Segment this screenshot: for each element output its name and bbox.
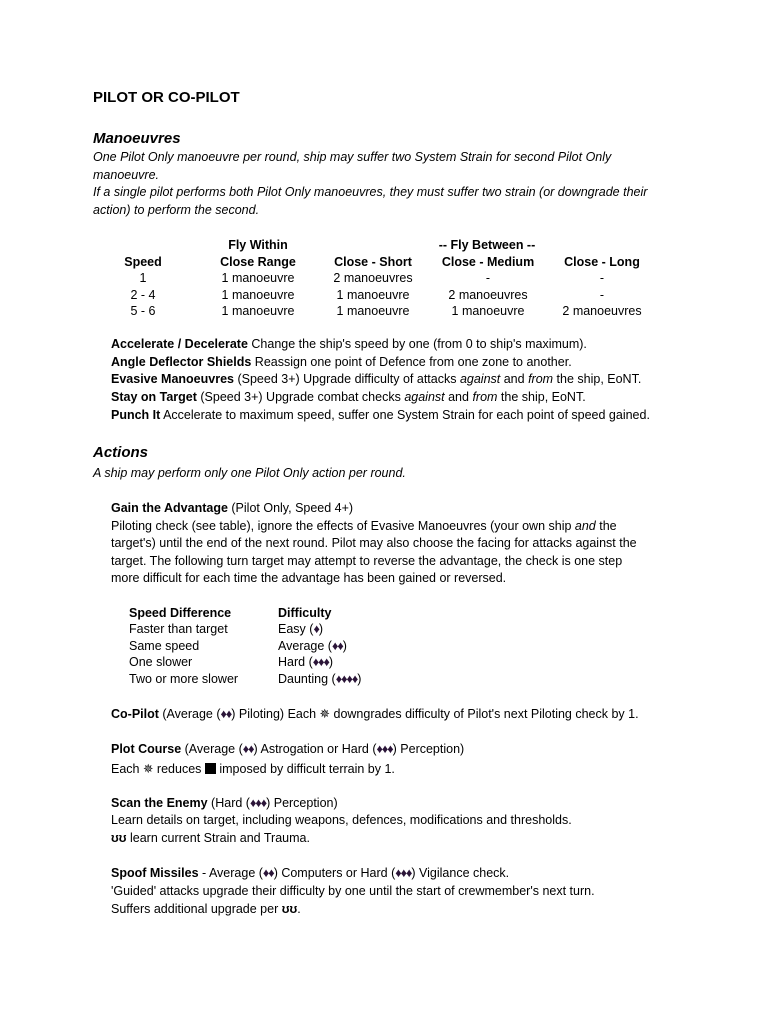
manoeuvre-stay-on-target	[111, 389, 586, 407]
difficulty-dice-icon: ♦♦♦	[312, 655, 329, 669]
gain-advantage-body-2: target's) until the end of the next round. Pilot may also choose the facing for attacks against the	[111, 536, 637, 550]
action-plot-course-line2	[111, 761, 395, 779]
manoeuvre-desc: (Speed 3+) Upgrade combat checks	[196, 390, 405, 404]
manoeuvre-desc: and	[444, 390, 473, 404]
gain-advantage-body-3: target. The following turn target may attempt to reverse the advantage, the check is one step	[111, 554, 623, 568]
manoeuvre-desc: the ship, EoNT.	[553, 372, 642, 386]
difficulty-dice-icon: ♦♦♦	[249, 796, 267, 810]
difficulty-dice-icon: ♦♦	[242, 742, 254, 756]
action-plot-course	[111, 741, 464, 759]
cell-speed: 5 - 6	[130, 304, 156, 318]
body-text: ) Astrogation or Hard (	[253, 742, 377, 756]
actions-heading: Actions	[93, 444, 149, 461]
difficulty-dice-icon: ♦♦	[262, 866, 274, 880]
gain-advantage-body-1	[111, 518, 617, 536]
difficulty-close: )	[357, 672, 362, 686]
manoeuvre-desc: the ship, EoNT.	[497, 390, 586, 404]
advantage-icon: ʊʊ	[111, 831, 127, 845]
difficulty-dice-icon: ♦	[313, 622, 319, 636]
difficulty-label: Average (	[278, 639, 332, 653]
body-text: (Average (	[158, 707, 221, 721]
manoeuvre-punch-it	[111, 407, 650, 425]
table-row-difficulty	[278, 655, 333, 669]
cell-close-medium: -	[485, 271, 491, 285]
difficulty-dice-icon: ♦♦	[331, 639, 343, 653]
manoeuvre-desc: (Speed 3+) Upgrade difficulty of attacks	[234, 372, 460, 386]
body-text: (Average (	[181, 742, 243, 756]
manoeuvre-name: Decelerate	[184, 337, 248, 351]
difficulty-close: )	[318, 622, 323, 636]
col-header-close-range: Close Range	[220, 255, 296, 269]
difficulty-dice-icon: ♦♦♦	[376, 742, 393, 756]
manoeuvre-desc: Change the ship's speed by one (from 0 to ship's maximum).	[247, 337, 587, 351]
manoeuvre-name: Punch It	[111, 408, 161, 422]
body-text: Piloting check (see table), ignore the effects of Evasive Manoeuvres (your own ship	[111, 519, 575, 533]
manoeuvres-intro-3: If a single pilot performs both Pilot Only manoeuvres, they must suffer two strain (or downgrade their	[93, 185, 648, 199]
action-name: Scan the Enemy	[111, 796, 208, 810]
body-text: .	[297, 902, 301, 916]
cell-close-long: -	[599, 288, 605, 302]
body-emphasis: and	[574, 519, 596, 533]
col-header-speed: Speed	[124, 255, 162, 269]
action-name: Gain the Advantage	[111, 501, 228, 515]
table-row-difficulty	[278, 622, 323, 636]
manoeuvre-emphasis: against	[404, 390, 445, 404]
manoeuvre-name: Stay on Target	[111, 390, 197, 404]
body-text: ) Vigilance check.	[411, 866, 510, 880]
gain-advantage-body-4: more difficult for each time the advantage has been gained or reversed.	[111, 571, 507, 585]
col-header-difficulty: Difficulty	[278, 606, 332, 620]
body-text: learn current Strain and Trauma.	[126, 831, 310, 845]
cell-close-short: 1 manoeuvre	[336, 304, 410, 318]
setback-die-icon	[205, 763, 216, 774]
action-spoof-missiles-line3	[111, 901, 301, 919]
cell-speed: 1	[139, 271, 147, 285]
difficulty-close: )	[328, 655, 334, 669]
cell-close-long: -	[599, 271, 605, 285]
body-text: ) Computers or Hard (	[273, 866, 396, 880]
manoeuvre-name: Angle Deflector Shields	[111, 355, 252, 369]
manoeuvre-name: Evasive Manoeuvres	[111, 372, 234, 386]
action-co-pilot	[111, 706, 639, 724]
difficulty-label: Easy (	[278, 622, 314, 636]
body-text: ) Perception)	[266, 796, 338, 810]
manoeuvres-heading: Manoeuvres	[93, 130, 181, 147]
manoeuvres-intro-4: action) to perform the second.	[93, 203, 260, 217]
cell-close-short: 2 manoeuvres	[333, 271, 413, 285]
col-header-close-long: Close - Long	[564, 255, 640, 269]
col-header-close-short: Close - Short	[334, 255, 412, 269]
action-spoof-missiles-line2: 'Guided' attacks upgrade their difficulty by one until the start of crewmember's next turn.	[111, 884, 595, 898]
body-text: (Hard (	[207, 796, 250, 810]
super-header-fly-within: Fly Within	[228, 238, 288, 252]
cell-close-short: 1 manoeuvre	[336, 288, 410, 302]
body-text: downgrades difficulty of Pilot's next Piloting check by 1.	[330, 707, 639, 721]
table-row-label: Two or more slower	[129, 672, 239, 686]
action-spoof-missiles	[111, 865, 509, 883]
action-name: Spoof Missiles	[111, 866, 199, 880]
cell-speed: 2 - 4	[130, 288, 156, 302]
cell-close-range: 1 manoeuvre	[221, 271, 295, 285]
difficulty-label: Hard (	[278, 655, 313, 669]
action-scan-enemy-line3	[111, 830, 310, 848]
difficulty-close: )	[342, 639, 347, 653]
col-header-speed-difference: Speed Difference	[129, 606, 232, 620]
action-name: Plot Course	[111, 742, 182, 756]
manoeuvre-desc: Accelerate to maximum speed, suffer one System Strain for each point of speed gained.	[160, 408, 650, 422]
manoeuvre-emphasis: against	[459, 372, 501, 386]
table-row-difficulty	[278, 672, 361, 686]
manoeuvre-evasive	[111, 371, 641, 389]
body-text: ) Perception)	[392, 742, 465, 756]
table-row-label: One slower	[129, 655, 193, 669]
manoeuvre-desc: and	[500, 372, 529, 386]
advantage-icon: ʊʊ	[281, 902, 298, 916]
cell-close-range: 1 manoeuvre	[221, 288, 295, 302]
page-title: PILOT OR CO-PILOT	[93, 89, 240, 106]
body-text: - Average (	[198, 866, 263, 880]
manoeuvres-intro-2: manoeuvre.	[93, 168, 160, 182]
body-text: the	[595, 519, 617, 533]
difficulty-dice-icon: ♦♦	[220, 707, 232, 721]
body-text: ) Piloting) Each	[231, 707, 320, 721]
success-icon: ✵	[319, 707, 331, 721]
manoeuvre-accelerate	[111, 336, 587, 354]
success-icon: ✵	[142, 762, 154, 776]
actions-intro: A ship may perform only one Pilot Only action per round.	[93, 466, 406, 480]
body-text: reduces	[153, 762, 205, 776]
gain-advantage-title	[111, 500, 353, 518]
super-header-fly-between: -- Fly Between --	[438, 238, 536, 252]
difficulty-dice-icon: ♦♦♦	[395, 866, 412, 880]
manoeuvre-desc: Reassign one point of Defence from one zone to another.	[251, 355, 572, 369]
table-row-label: Faster than target	[129, 622, 228, 636]
table-row-label: Same speed	[129, 639, 200, 653]
col-header-close-medium: Close - Medium	[441, 255, 535, 269]
manoeuvre-emphasis: from	[528, 372, 554, 386]
body-text: Suffers additional upgrade per	[111, 902, 282, 916]
difficulty-label: Daunting (	[278, 672, 336, 686]
action-scan-enemy-line2: Learn details on target, including weapons, defences, modifications and thresholds.	[111, 813, 572, 827]
cell-close-long: 2 manoeuvres	[562, 304, 642, 318]
difficulty-dice-icon: ♦♦♦♦	[335, 672, 358, 686]
cell-close-medium: 2 manoeuvres	[448, 288, 528, 302]
body-text: imposed by difficult terrain by 1.	[215, 762, 395, 776]
table-row-difficulty	[278, 639, 347, 653]
body-text: Each	[111, 762, 143, 776]
action-meta: (Pilot Only, Speed 4+)	[227, 501, 354, 515]
manoeuvre-name: Accelerate /	[111, 337, 185, 351]
manoeuvre-emphasis: from	[472, 390, 498, 404]
action-scan-enemy	[111, 795, 338, 813]
cell-close-range: 1 manoeuvre	[221, 304, 295, 318]
manoeuvre-angle-deflector	[111, 354, 572, 372]
manoeuvres-intro-1: One Pilot Only manoeuvre per round, ship may suffer two System Strain for second Pilot Only	[93, 150, 612, 164]
action-name: Co-Pilot	[111, 707, 159, 721]
cell-close-medium: 1 manoeuvre	[451, 304, 525, 318]
